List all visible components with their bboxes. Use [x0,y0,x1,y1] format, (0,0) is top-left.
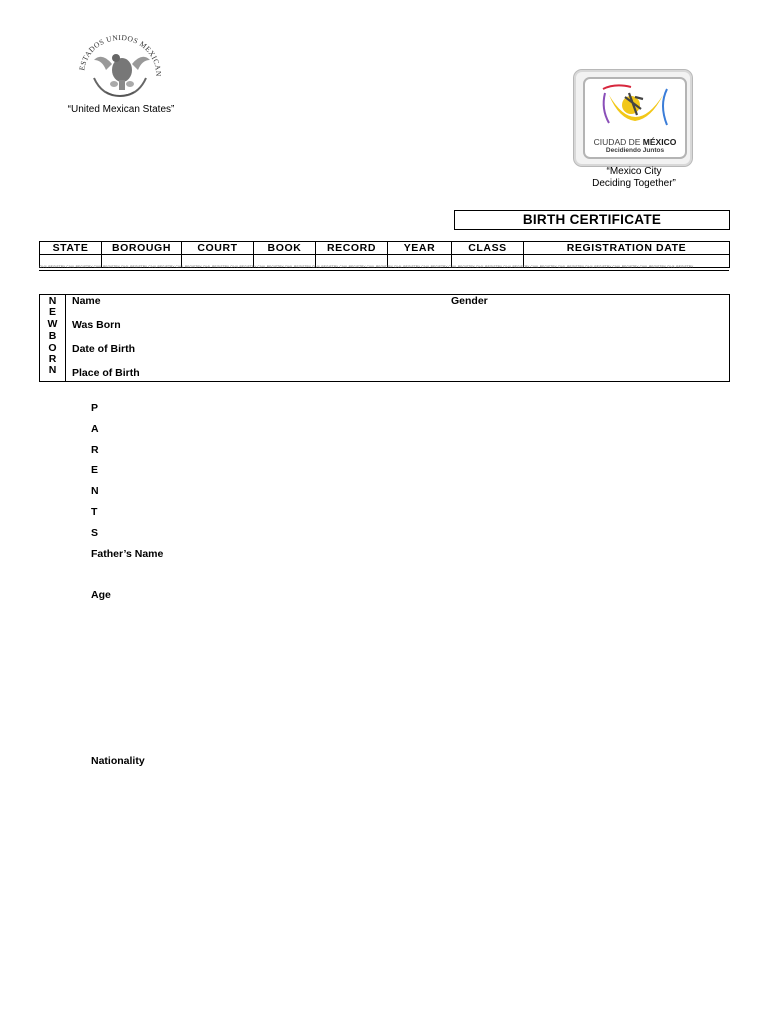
newborn-letter: N [48,364,57,376]
age-label: Age [91,589,111,601]
fathers-name-label: Father’s Name [91,548,164,560]
registry-table [39,241,730,268]
logo-caption-line1: “Mexico City [606,166,662,177]
national-seal [72,30,168,102]
seal-text: ESTADOS UNIDOS MEXICAN [77,32,164,77]
col-record: RECORD [316,242,388,255]
logo-slogan: Decidiendo Juntos [605,147,665,154]
col-book: BOOK [254,242,316,255]
newborn-section [39,294,730,382]
place-of-birth-label: Place of Birth [72,367,140,379]
angel-emblem-icon [585,79,685,137]
seal-caption: “United Mexican States” [67,104,175,115]
cdmx-logo [573,69,693,167]
col-registration-date: REGISTRATION DATE [524,242,730,255]
newborn-letter: E [48,306,56,318]
parents-letter: S [91,527,99,539]
parents-letter: T [91,506,98,518]
security-microtext: CIVIL REGISTRY CIVIL REGISTRY CIVIL REGISTRY CIVIL REGISTRY CIVIL REGISTRY CIVIL REGISTRY CIVIL REGISTRY CIVIL REGISTRY CIVIL REGISTRY CIVIL REGISTRY CIVIL REGISTRY CIVIL REGISTRY CIVIL REGISTRY CIVIL REGISTRY CIVIL REGISTRY CIVIL REGISTRY CIVIL REGISTRY CIVIL REGISTRY CIVIL REGISTRY CIVIL REGISTRY CIVIL REGISTRY CIVIL REGISTRY CIVIL REGISTRY CIVIL REGISTRY [39,265,729,271]
logo-name-bold: MÉXICO [642,137,677,147]
col-class: CLASS [452,242,524,255]
col-state: STATE [40,242,102,255]
col-borough: BOROUGH [102,242,182,255]
parents-letter: N [91,485,99,497]
document-title: BIRTH CERTIFICATE [454,210,730,230]
gender-label: Gender [451,295,488,307]
newborn-letter: R [48,353,57,365]
logo-name-light: CIUDAD DE [593,137,643,147]
parents-letter: E [91,464,99,476]
newborn-letter: O [48,342,57,354]
newborn-letter: B [48,330,57,342]
parents-letter: R [91,444,99,456]
newborn-letter: N [48,295,57,307]
date-of-birth-label: Date of Birth [72,343,135,355]
parents-letter: P [91,402,99,414]
logo-caption [570,166,698,190]
logo-caption-line2: Deciding Together” [592,178,676,189]
nationality-label: Nationality [91,755,145,767]
parents-letter: A [91,423,99,435]
col-year: YEAR [388,242,452,255]
newborn-vertical-label [40,295,66,381]
col-court: COURT [182,242,254,255]
name-label: Name [72,295,101,307]
registry-header-row [40,242,730,255]
newborn-letter: W [47,318,58,330]
was-born-label: Was Born [72,319,121,331]
